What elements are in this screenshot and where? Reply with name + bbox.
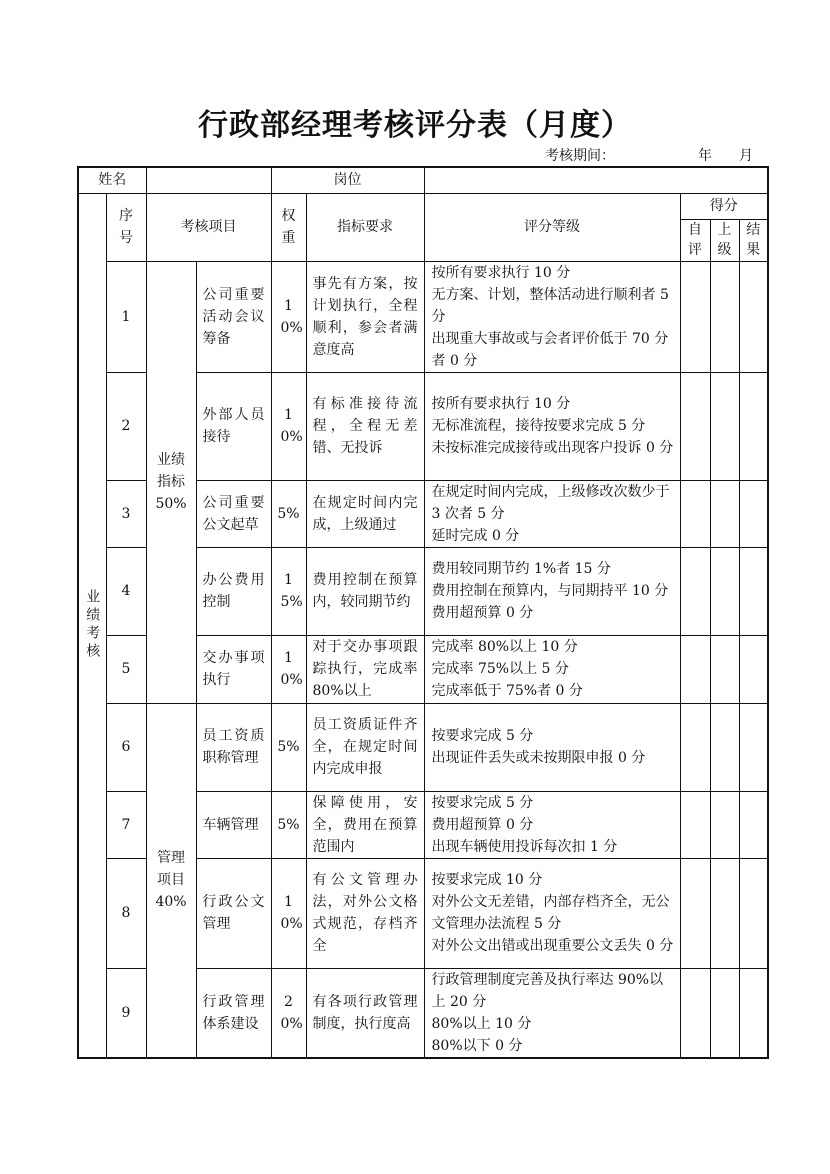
header-requirement: 指标要求 [306,193,424,261]
header-grading: 评分等级 [424,193,680,261]
group-outer: 业绩考核 [78,193,106,1058]
row-item: 公司重要活动会议筹备 [196,261,271,372]
row-grading: 费用较同期节约 1%者 15 分 费用控制在预算内，与同期持平 10 分 费用超预算 0 分 [424,547,680,635]
group-perf: 业绩指标50% [146,261,196,703]
row-weight: 5% [271,791,306,858]
row-item: 车辆管理 [196,791,271,858]
score-result[interactable] [739,261,768,372]
score-self[interactable] [680,858,710,968]
row-seq: 9 [106,968,146,1058]
row-requirement: 保障使用，安全，费用在预算范围内 [306,791,424,858]
row-grading: 按要求完成 5 分 费用超预算 0 分 出现车辆使用投诉每次扣 1 分 [424,791,680,858]
header-item: 考核项目 [146,193,271,261]
period-label: 考核期间： [545,148,615,164]
table-row [78,261,768,372]
score-self[interactable] [680,635,710,703]
row-grading: 按要求完成 5 分 出现证件丢失或未按期限申报 0 分 [424,703,680,791]
name-value[interactable] [146,167,271,193]
score-self[interactable] [680,547,710,635]
score-superior[interactable] [710,791,739,858]
row-item: 办公费用控制 [196,547,271,635]
score-result[interactable] [739,635,768,703]
table-row [78,703,768,791]
position-value[interactable] [424,167,768,193]
row-grading: 在规定时间内完成，上级修改次数少于 3 次者 5 分 延时完成 0 分 [424,480,680,547]
score-self[interactable] [680,372,710,480]
row-item: 外部人员接待 [196,372,271,480]
score-self[interactable] [680,703,710,791]
row-seq: 8 [106,858,146,968]
header-result: 结果 [739,219,768,261]
period-year: 年 [698,148,712,164]
score-self[interactable] [680,480,710,547]
row-weight: 10% [271,858,306,968]
row-requirement: 有标准接待流程，全程无差错、无投诉 [306,372,424,480]
row-item: 行政公文管理 [196,858,271,968]
score-superior[interactable] [710,547,739,635]
row-requirement: 事先有方案，按计划执行，全程顺利，参会者满意度高 [306,261,424,372]
row-weight: 10% [271,372,306,480]
score-result[interactable] [739,547,768,635]
row-item: 行政管理体系建设 [196,968,271,1058]
group-mgmt: 管理项目40% [146,703,196,1058]
row-requirement: 在规定时间内完成，上级通过 [306,480,424,547]
score-superior[interactable] [710,261,739,372]
score-self[interactable] [680,791,710,858]
row-grading: 完成率 80%以上 10 分 完成率 75%以上 5 分 完成率低于 75%者 0 分 [424,635,680,703]
row-grading: 按要求完成 10 分 对外公文无差错，内部存档齐全，无公文管理办法流程 5 分 对外公文出错或出现重要公文丢失 0 分 [424,858,680,968]
row-item: 员工资质职称管理 [196,703,271,791]
period-month: 月 [739,148,753,164]
score-result[interactable] [739,480,768,547]
score-self[interactable] [680,261,710,372]
score-superior[interactable] [710,480,739,547]
row-weight: 20% [271,968,306,1058]
header-score: 得分 [680,193,768,219]
row-grading: 按所有要求执行 10 分 无方案、计划，整体活动进行顺利者 5 分 出现重大事故或与会者评价低于 70 分者 0 分 [424,261,680,372]
header-self: 自评 [680,219,710,261]
row-item: 公司重要公文起草 [196,480,271,547]
row-seq: 7 [106,791,146,858]
row-requirement: 有各项行政管理制度，执行度高 [306,968,424,1058]
row-grading: 行政管理制度完善及执行率达 90%以上 20 分 80%以上 10 分 80%以下 0 分 [424,968,680,1058]
page-title: 行政部经理考核评分表（月度） [198,108,632,143]
row-grading: 按所有要求执行 10 分 无标准流程，接待按要求完成 5 分 未按标准完成接待或出现客户投诉 0 分 [424,372,680,480]
row-weight: 5% [271,703,306,791]
row-item: 交办事项执行 [196,635,271,703]
row-weight: 10% [271,261,306,372]
row-seq: 1 [106,261,146,372]
row-weight: 15% [271,547,306,635]
row-seq: 3 [106,480,146,547]
score-superior[interactable] [710,858,739,968]
score-result[interactable] [739,968,768,1058]
score-superior[interactable] [710,968,739,1058]
score-result[interactable] [739,372,768,480]
assessment-table [77,166,769,1059]
row-weight: 10% [271,635,306,703]
row-requirement: 对于交办事项跟踪执行，完成率 80%以上 [306,635,424,703]
header-seq: 序号 [106,193,146,261]
score-result[interactable] [739,858,768,968]
row-seq: 5 [106,635,146,703]
score-superior[interactable] [710,635,739,703]
row-requirement: 费用控制在预算内，较同期节约 [306,547,424,635]
score-result[interactable] [739,791,768,858]
header-superior: 上级 [710,219,739,261]
score-superior[interactable] [710,372,739,480]
row-seq: 4 [106,547,146,635]
row-seq: 6 [106,703,146,791]
position-label: 岗位 [271,167,424,193]
row-requirement: 员工资质证件齐全，在规定时间内完成申报 [306,703,424,791]
row-weight: 5% [271,480,306,547]
row-seq: 2 [106,372,146,480]
name-label: 姓名 [78,167,146,193]
score-result[interactable] [739,703,768,791]
score-self[interactable] [680,968,710,1058]
header-weight: 权重 [271,193,306,261]
assessment-period [545,145,753,165]
score-superior[interactable] [710,703,739,791]
row-requirement: 有公文管理办法，对外公文格式规范，存档齐全 [306,858,424,968]
